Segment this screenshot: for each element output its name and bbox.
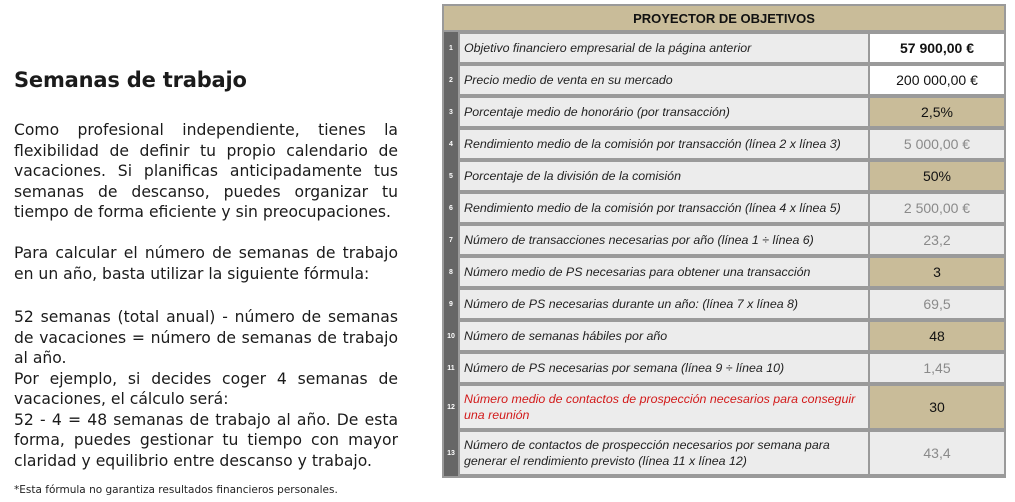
row-value-computed: 23,2 — [870, 226, 1004, 254]
row-value-input[interactable]: 30 — [870, 386, 1004, 428]
row-label: Número de PS necesarias por semana (línea 9 ÷ línea 10) — [460, 354, 868, 382]
formula-intro-paragraph: Para calcular el número de semanas de trabajo en un año, basta utilizar la siguiente fórmula: — [14, 244, 398, 283]
table-row — [442, 64, 1006, 96]
table-bottom-border — [442, 476, 1006, 478]
row-number: 9 — [444, 288, 458, 320]
row-value-computed: 1,45 — [870, 354, 1004, 382]
table-row — [442, 430, 1006, 476]
row-label: Objetivo financiero empresarial de la página anterior — [460, 34, 868, 62]
row-number: 6 — [444, 192, 458, 224]
row-number: 7 — [444, 224, 458, 256]
row-number: 5 — [444, 160, 458, 192]
table-row — [442, 32, 1006, 64]
table-row — [442, 224, 1006, 256]
row-number: 11 — [444, 352, 458, 384]
table-row — [442, 192, 1006, 224]
table-row — [442, 288, 1006, 320]
row-value-computed: 2 500,00 € — [870, 194, 1004, 222]
row-label: Número de PS necesarias durante un año: (línea 7 x línea 8) — [460, 290, 868, 318]
row-value-input[interactable]: 48 — [870, 322, 1004, 350]
table-row — [442, 96, 1006, 128]
row-number: 13 — [444, 430, 458, 476]
intro-paragraph: Como profesional independiente, tienes la flexibilidad de definir tu propio calendario de vacaciones. Si planificas anticipadamente tus semanas de descanso, puedes organizar tu tiempo de forma eficiente y sin preocupaciones. — [14, 121, 398, 221]
row-number: 3 — [444, 96, 458, 128]
row-value-computed: 5 000,00 € — [870, 130, 1004, 158]
row-label: Rendimiento medio de la comisión por transacción (línea 2 x línea 3) — [460, 130, 868, 158]
row-label: Número medio de PS necesarias para obtener una transacción — [460, 258, 868, 286]
row-label: Número de semanas hábiles por año — [460, 322, 868, 350]
table-row — [442, 320, 1006, 352]
row-value-computed: 43,4 — [870, 432, 1004, 474]
table-header: PROYECTOR DE OBJETIVOS — [442, 4, 1006, 32]
row-number: 10 — [444, 320, 458, 352]
row-label: Rendimiento medio de la comisión por transacción (línea 4 x línea 5) — [460, 194, 868, 222]
formula-paragraph: 52 semanas (total anual) - número de semanas de vacaciones = número de semanas de trabajo al año. Por ejemplo, si decides coger 4 semanas de vacaciones, el cálculo será: 52 - 4 = 48 semanas de trabajo al año. De esta forma, puedes gestionar tu tiempo con mayor claridad y equilibrio entre descanso y trabajo. — [14, 308, 398, 470]
row-label: Precio medio de venta en su mercado — [460, 66, 868, 94]
row-label: Porcentaje medio de honorário (por transacción) — [460, 98, 868, 126]
table-row — [442, 128, 1006, 160]
row-label: Número de contactos de prospección necesarios por semana para generar el rendimiento previsto (línea 11 x línea 12) — [460, 432, 868, 474]
row-value-input[interactable]: 50% — [870, 162, 1004, 190]
table-row — [442, 384, 1006, 430]
row-number: 8 — [444, 256, 458, 288]
row-number: 12 — [444, 384, 458, 430]
table-row — [442, 256, 1006, 288]
objectives-projector-table — [442, 4, 1006, 480]
row-value-input[interactable]: 2,5% — [870, 98, 1004, 126]
row-label: Número de transacciones necesarias por año (línea 1 ÷ línea 6) — [460, 226, 868, 254]
table-row — [442, 352, 1006, 384]
table-row — [442, 160, 1006, 192]
row-label: Número medio de contactos de prospección necesarios para conseguir una reunión — [460, 386, 868, 428]
row-number: 2 — [444, 64, 458, 96]
row-label: Porcentaje de la división de la comisión — [460, 162, 868, 190]
row-value-computed: 69,5 — [870, 290, 1004, 318]
row-number: 1 — [444, 32, 458, 64]
row-value-input[interactable]: 200 000,00 € — [870, 66, 1004, 94]
disclaimer-note: *Esta fórmula no garantiza resultados financieros personales. — [14, 484, 338, 496]
section-title: Semanas de trabajo — [14, 68, 247, 92]
row-value-input[interactable]: 57 900,00 € — [870, 34, 1004, 62]
row-number: 4 — [444, 128, 458, 160]
row-value-input[interactable]: 3 — [870, 258, 1004, 286]
